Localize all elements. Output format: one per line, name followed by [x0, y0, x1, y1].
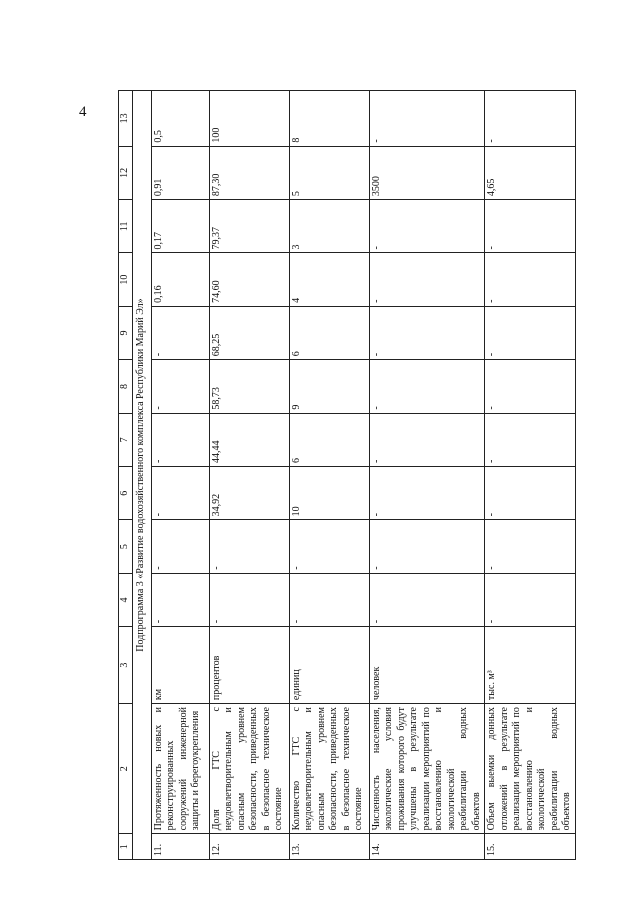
value-cell: -	[209, 573, 289, 626]
unit-of-measure: единиц	[289, 627, 369, 704]
column-header-5: 5	[119, 520, 133, 573]
value-cell: 74,60	[209, 253, 289, 306]
row-number: 15.	[485, 834, 576, 860]
row-number: 14.	[369, 834, 485, 860]
column-header-1: 1	[119, 834, 133, 860]
value-cell: -	[485, 360, 576, 413]
value-cell: 3	[289, 200, 369, 253]
value-cell: -	[151, 467, 209, 520]
value-cell: 4,65	[485, 146, 576, 199]
header-row	[119, 91, 133, 860]
page-number: 4	[79, 104, 87, 120]
value-cell: -	[369, 360, 485, 413]
subprogram-row	[132, 91, 151, 860]
value-cell: -	[485, 413, 576, 466]
row-number: 11.	[151, 834, 209, 860]
rotated-table-container	[118, 90, 572, 860]
value-cell: 5	[289, 146, 369, 199]
column-header-6: 6	[119, 467, 133, 520]
indicator-name: Объем выемки донных отложений в результате реализации мероприятий по восстановлению и экологической реабилитации водных объектов	[485, 704, 576, 834]
value-cell: -	[485, 306, 576, 359]
value-cell: -	[151, 573, 209, 626]
unit-of-measure: процентов	[209, 627, 289, 704]
column-header-11: 11	[119, 200, 133, 253]
value-cell: -	[369, 467, 485, 520]
value-cell: -	[485, 91, 576, 147]
table-row	[151, 91, 209, 860]
column-header-2: 2	[119, 704, 133, 834]
row-number: 13.	[289, 834, 369, 860]
value-cell: -	[369, 413, 485, 466]
unit-of-measure: человек	[369, 627, 485, 704]
subprogram-title: Подпрограмма 3 «Развитие водохозяйственного комплекса Республики Марий Эл»	[132, 91, 151, 860]
column-header-10: 10	[119, 253, 133, 306]
value-cell: -	[485, 467, 576, 520]
value-cell: -	[369, 91, 485, 147]
value-cell: -	[209, 520, 289, 573]
row-number: 12.	[209, 834, 289, 860]
value-cell: -	[151, 520, 209, 573]
indicator-name: Доля ГТС с неудовлетворительным и опасным уровнем безопасности, приведенных в безопасное техническое состояние	[209, 704, 289, 834]
table-row	[289, 91, 369, 860]
value-cell: 0,17	[151, 200, 209, 253]
column-header-7: 7	[119, 413, 133, 466]
column-header-9: 9	[119, 306, 133, 359]
column-header-12: 12	[119, 146, 133, 199]
value-cell: -	[369, 573, 485, 626]
value-cell: -	[151, 306, 209, 359]
value-cell: 44,44	[209, 413, 289, 466]
value-cell: -	[485, 520, 576, 573]
indicator-name: Протяженность новых и реконструированных сооружений инженерной защиты и берегоукрепления	[151, 704, 209, 834]
table-row	[485, 91, 576, 860]
value-cell: 0,16	[151, 253, 209, 306]
value-cell: 79,37	[209, 200, 289, 253]
table-row	[209, 91, 289, 860]
value-cell: -	[289, 573, 369, 626]
column-header-3: 3	[119, 627, 133, 704]
unit-of-measure: км	[151, 627, 209, 704]
indicators-table	[118, 90, 576, 860]
value-cell: -	[369, 520, 485, 573]
value-cell: -	[485, 573, 576, 626]
value-cell: -	[369, 200, 485, 253]
value-cell: 3500	[369, 146, 485, 199]
value-cell: -	[369, 253, 485, 306]
table-row	[369, 91, 485, 860]
value-cell: 100	[209, 91, 289, 147]
value-cell: 8	[289, 91, 369, 147]
indicator-name: Численность населения, экологические условия проживания которого будут улучшены в результате реализации мероприятий по восстановлению и экологической реабилитации водных объектов	[369, 704, 485, 834]
value-cell: 68,25	[209, 306, 289, 359]
value-cell: 9	[289, 360, 369, 413]
value-cell: -	[369, 306, 485, 359]
value-cell: 10	[289, 467, 369, 520]
column-header-13: 13	[119, 91, 133, 147]
value-cell: 34,92	[209, 467, 289, 520]
value-cell: -	[485, 253, 576, 306]
value-cell: 0,91	[151, 146, 209, 199]
value-cell: 0,5	[151, 91, 209, 147]
value-cell: 6	[289, 413, 369, 466]
value-cell: 6	[289, 306, 369, 359]
value-cell: 87,30	[209, 146, 289, 199]
value-cell: 4	[289, 253, 369, 306]
column-header-8: 8	[119, 360, 133, 413]
value-cell: -	[289, 520, 369, 573]
value-cell: -	[485, 200, 576, 253]
value-cell: -	[151, 413, 209, 466]
column-header-4: 4	[119, 573, 133, 626]
value-cell: -	[151, 360, 209, 413]
value-cell: 58,73	[209, 360, 289, 413]
unit-of-measure: тыс. м³	[485, 627, 576, 704]
indicator-name: Количество ГТС с неудовлетворительным и опасным уровнем безопасности, приведенных в безопасное техническое состояние	[289, 704, 369, 834]
